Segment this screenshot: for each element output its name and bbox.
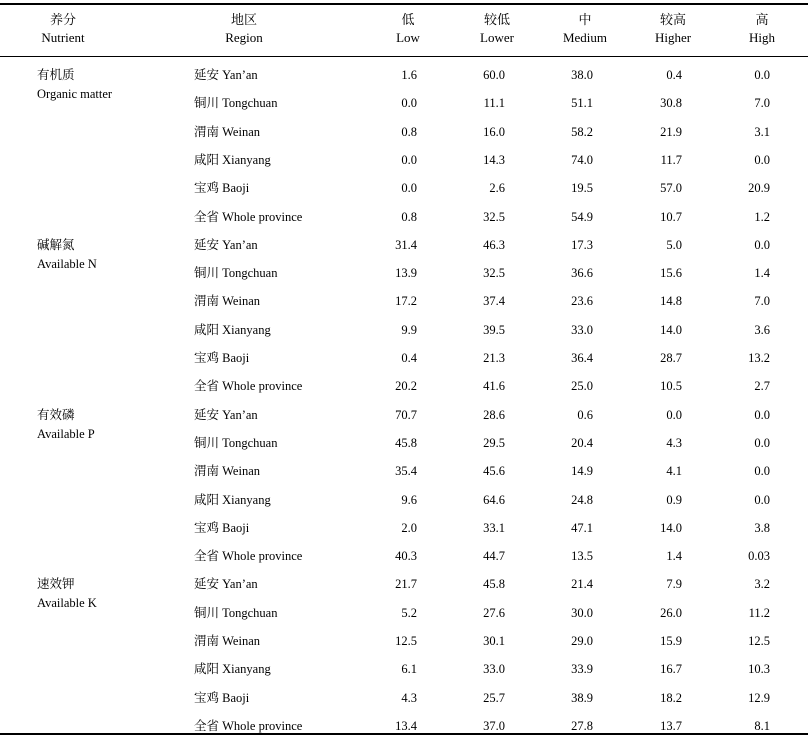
value-cell: 26.0 [660, 605, 682, 620]
value-cell: 2.6 [489, 181, 505, 196]
value-cell: 3.1 [754, 124, 770, 139]
header-low [368, 11, 448, 47]
value-cell: 0.8 [401, 124, 417, 139]
region-cell: 铜川 Tongchuan [194, 266, 278, 281]
value-cell: 14.3 [483, 152, 505, 167]
region-cell: 咸阳 Xianyang [194, 152, 271, 167]
value-cell: 16.7 [660, 662, 682, 677]
value-cell: 10.5 [660, 379, 682, 394]
value-cell: 0.0 [754, 435, 770, 450]
value-cell: 57.0 [660, 181, 682, 196]
value-cell: 11.1 [483, 96, 505, 111]
value-cell: 14.0 [660, 322, 682, 337]
value-cell: 13.7 [660, 718, 682, 733]
value-cell: 21.7 [395, 577, 417, 592]
value-cell: 38.0 [571, 68, 593, 82]
nutrient-name-en: Organic matter [37, 87, 113, 101]
region-cell: 全省 Whole province [194, 549, 303, 564]
value-cell: 0.0 [401, 181, 417, 196]
value-cell: 4.3 [666, 435, 682, 450]
value-cell: 7.0 [754, 294, 770, 309]
region-cell: 延安 Yan’an [194, 237, 258, 252]
value-cell: 38.9 [571, 690, 593, 705]
value-cell: 37.0 [483, 718, 505, 733]
value-cell: 23.6 [571, 294, 593, 309]
value-cell: 35.4 [395, 464, 417, 479]
header-medium [545, 11, 625, 47]
value-cell: 28.7 [660, 351, 682, 365]
value-cell: 21.4 [571, 577, 593, 592]
region-cell: 渭南 Weinan [194, 294, 260, 309]
value-cell: 30.8 [660, 96, 682, 111]
value-cell: 0.8 [401, 209, 417, 224]
value-cell: 29.0 [571, 634, 593, 648]
value-cell: 12.5 [748, 634, 770, 648]
value-cell: 20.9 [748, 181, 770, 196]
header-nutrient-zh: 养分 [49, 12, 76, 27]
region-cell: 铜川 Tongchuan [194, 96, 278, 111]
header-lower-zh: 较低 [483, 12, 510, 27]
nutrient-name-zh: 速效钾 [37, 577, 75, 592]
value-cell: 0.0 [754, 492, 770, 507]
value-cell: 24.8 [571, 492, 593, 507]
value-cell: 33.0 [483, 662, 505, 677]
value-cell: 28.6 [483, 407, 505, 422]
value-cell: 58.2 [571, 124, 593, 139]
header-lower [457, 11, 537, 47]
header-high-en: High [749, 30, 775, 45]
value-cell: 9.6 [401, 492, 417, 507]
top-rule [0, 3, 808, 5]
region-cell: 铜川 Tongchuan [194, 605, 278, 620]
value-cell: 45.8 [395, 435, 417, 450]
value-cell: 27.6 [483, 605, 505, 620]
nutrient-name-en: Available K [37, 596, 97, 611]
value-cell: 18.2 [660, 690, 682, 705]
header-low-en: Low [396, 30, 420, 45]
value-cell: 4.3 [401, 690, 417, 705]
value-cell: 25.7 [483, 690, 505, 705]
value-cell: 51.1 [571, 96, 593, 111]
header-medium-zh: 中 [578, 12, 592, 27]
region-cell: 宝鸡 Baoji [194, 520, 250, 535]
value-cell: 21.9 [660, 124, 682, 139]
region-cell: 渭南 Weinan [194, 124, 260, 139]
region-cell: 铜川 Tongchuan [194, 435, 278, 450]
value-cell: 30.1 [483, 634, 505, 648]
header-higher-zh: 较高 [659, 12, 686, 27]
value-cell: 21.3 [483, 351, 505, 365]
value-cell: 0.0 [754, 464, 770, 479]
value-cell: 25.0 [571, 379, 593, 394]
value-cell: 33.0 [571, 322, 593, 337]
value-cell: 27.8 [571, 718, 593, 733]
region-cell: 全省 Whole province [194, 718, 303, 733]
header-high-zh: 高 [755, 12, 769, 27]
value-cell: 14.8 [660, 294, 682, 309]
value-cell: 36.6 [571, 266, 593, 281]
value-cell: 1.2 [754, 209, 770, 224]
nutrient-name-en: Available N [37, 256, 97, 271]
value-cell: 8.1 [754, 718, 770, 733]
nutrient-name-zh: 有机质 [37, 68, 75, 82]
value-cell: 0.0 [754, 237, 770, 252]
header-nutrient-en: Nutrient [41, 30, 85, 45]
value-cell: 0.0 [754, 152, 770, 167]
region-cell: 宝鸡 Baoji [194, 351, 250, 365]
value-cell: 1.6 [401, 68, 417, 82]
value-cell: 2.0 [401, 520, 417, 535]
value-cell: 3.2 [754, 577, 770, 592]
region-cell: 咸阳 Xianyang [194, 322, 271, 337]
value-cell: 45.8 [483, 577, 505, 592]
bottom-rule [0, 733, 808, 735]
value-cell: 3.6 [754, 322, 770, 337]
value-cell: 6.1 [401, 662, 417, 677]
value-cell: 0.0 [401, 96, 417, 111]
value-cell: 29.5 [483, 435, 505, 450]
value-cell: 0.03 [748, 549, 770, 564]
header-higher-en: Higher [654, 30, 692, 45]
value-cell: 0.0 [754, 407, 770, 422]
value-cell: 7.0 [754, 96, 770, 111]
value-cell: 20.2 [395, 379, 417, 394]
value-cell: 45.6 [483, 464, 505, 479]
value-cell: 7.9 [666, 577, 682, 592]
nutrient-name-zh: 碱解氮 [37, 237, 75, 252]
value-cell: 11.7 [660, 152, 682, 167]
value-cell: 1.4 [666, 549, 682, 564]
region-cell: 宝鸡 Baoji [194, 690, 250, 705]
header-nutrient [23, 11, 103, 47]
value-cell: 0.0 [754, 68, 770, 82]
value-cell: 15.9 [660, 634, 682, 648]
value-cell: 15.6 [660, 266, 682, 281]
value-cell: 70.7 [395, 407, 417, 422]
region-cell: 渭南 Weinan [194, 464, 260, 479]
value-cell: 11.2 [748, 605, 770, 620]
value-cell: 0.0 [401, 152, 417, 167]
header-higher [633, 11, 713, 47]
region-cell: 咸阳 Xianyang [194, 662, 271, 677]
value-cell: 2.7 [754, 379, 770, 394]
value-cell: 37.4 [483, 294, 505, 309]
region-cell: 宝鸡 Baoji [194, 181, 250, 196]
value-cell: 20.4 [571, 435, 593, 450]
value-cell: 0.0 [666, 407, 682, 422]
header-medium-en: Medium [562, 30, 608, 45]
nutrient-name-en: Available P [37, 426, 95, 441]
value-cell: 36.4 [571, 351, 593, 365]
value-cell: 14.0 [660, 520, 682, 535]
value-cell: 47.1 [571, 520, 593, 535]
header-low-zh: 低 [401, 12, 415, 27]
value-cell: 39.5 [483, 322, 505, 337]
value-cell: 0.4 [666, 68, 682, 82]
value-cell: 3.8 [754, 520, 770, 535]
value-cell: 5.0 [666, 237, 682, 252]
value-cell: 5.2 [401, 605, 417, 620]
value-cell: 64.6 [483, 492, 505, 507]
region-cell: 全省 Whole province [194, 379, 303, 394]
value-cell: 32.5 [483, 209, 505, 224]
value-cell: 31.4 [395, 237, 417, 252]
value-cell: 0.6 [577, 407, 593, 422]
header-lower-en: Lower [480, 30, 514, 45]
value-cell: 19.5 [571, 181, 593, 196]
value-cell: 40.3 [395, 549, 417, 564]
region-cell: 延安 Yan’an [194, 577, 258, 592]
value-cell: 60.0 [483, 68, 505, 82]
value-cell: 0.9 [666, 492, 682, 507]
region-cell: 渭南 Weinan [194, 634, 260, 648]
header-region-zh: 地区 [230, 12, 257, 27]
header-rule [0, 56, 808, 57]
header-region [194, 11, 294, 47]
value-cell: 33.9 [571, 662, 593, 677]
value-cell: 17.3 [571, 237, 593, 252]
region-cell: 延安 Yan’an [194, 407, 258, 422]
nutrient-name-zh: 有效磷 [37, 407, 75, 422]
value-cell: 9.9 [401, 322, 417, 337]
header-high [722, 11, 802, 47]
value-cell: 16.0 [483, 124, 505, 139]
value-cell: 74.0 [571, 152, 593, 167]
region-cell: 咸阳 Xianyang [194, 492, 271, 507]
value-cell: 13.5 [571, 549, 593, 564]
value-cell: 32.5 [483, 266, 505, 281]
value-cell: 0.4 [401, 351, 417, 365]
value-cell: 10.7 [660, 209, 682, 224]
value-cell: 30.0 [571, 605, 593, 620]
value-cell: 12.9 [748, 690, 770, 705]
value-cell: 14.9 [571, 464, 593, 479]
value-cell: 44.7 [483, 549, 505, 564]
region-cell: 全省 Whole province [194, 209, 303, 224]
value-cell: 13.9 [395, 266, 417, 281]
value-cell: 10.3 [748, 662, 770, 677]
region-cell: 延安 Yan’an [194, 68, 258, 82]
value-cell: 13.2 [748, 351, 770, 365]
value-cell: 1.4 [754, 266, 770, 281]
value-cell: 13.4 [395, 718, 417, 733]
value-cell: 17.2 [395, 294, 417, 309]
value-cell: 41.6 [483, 379, 505, 394]
value-cell: 12.5 [395, 634, 417, 648]
value-cell: 46.3 [483, 237, 505, 252]
value-cell: 33.1 [483, 520, 505, 535]
value-cell: 4.1 [666, 464, 682, 479]
header-region-en: Region [225, 30, 263, 45]
value-cell: 54.9 [571, 209, 593, 224]
